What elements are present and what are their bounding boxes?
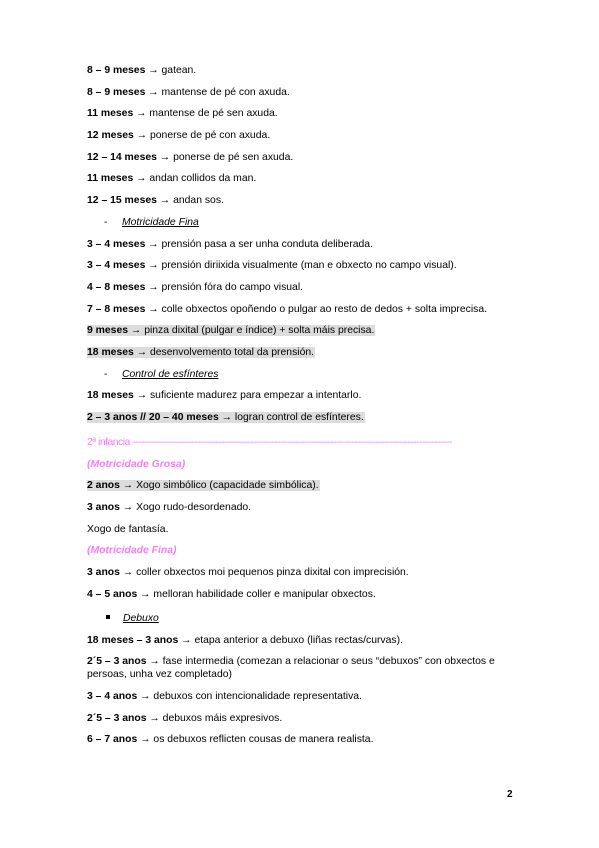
dashed-rule: ------------------------------------------------------------------------------------------------------------ xyxy=(132,437,452,448)
square-bullet-icon xyxy=(106,615,110,619)
list-item xyxy=(87,690,517,703)
age-range: 11 meses xyxy=(87,108,134,120)
milestone-text: → logran control de esfínteres. xyxy=(218,412,364,423)
list-item xyxy=(87,501,517,514)
list-item xyxy=(87,194,517,207)
milestone-text: → prensión fóra do campo visual. xyxy=(145,281,304,293)
list-item xyxy=(87,129,517,142)
milestone-text: → fase intermedia (comezan a relacionar o seus “debuxos” con obxectos e persoas, unha vez completado) xyxy=(87,656,495,681)
plain-line: Xogo de fantasía. xyxy=(87,523,169,535)
age-range: 2 – 3 anos xyxy=(87,412,138,423)
list-item xyxy=(87,588,517,601)
milestone-text: → debuxos con intencionalidade representativa. xyxy=(137,690,362,702)
age-range: 3 – 4 meses xyxy=(87,260,146,272)
milestone-text: → colle obxectos opoñendo o pulgar ao resto de dedos + solta imprecisa. xyxy=(145,303,488,315)
page-content xyxy=(87,64,517,746)
age-range: 20 – 40 meses xyxy=(148,412,219,423)
list-item xyxy=(87,303,517,316)
age-range: 8 – 9 meses xyxy=(87,86,146,98)
list-item xyxy=(87,712,517,725)
milestone-text: → andan sos. xyxy=(156,195,224,207)
milestone-text: → prensión diriixida visualmente (man e obxecto no campo visual). xyxy=(145,260,457,272)
subsection-label: Motricidade Fina xyxy=(122,216,199,228)
milestone-text: → os debuxos reflicten cousas de manera realista. xyxy=(137,734,374,746)
milestone-text: → ponerse de pé sen axuda. xyxy=(156,151,294,163)
age-range: 2 anos xyxy=(87,480,120,492)
age-range: 8 – 9 meses xyxy=(87,65,146,76)
age-range: 11 meses xyxy=(87,173,134,185)
list-item xyxy=(87,655,517,681)
motricidade-fina-label: (Motricidade Fina) xyxy=(87,545,177,557)
dash-bullet: - xyxy=(104,216,108,228)
age-range: 18 meses xyxy=(87,390,134,402)
milestone-text: → mantense de pé con axuda. xyxy=(145,86,290,98)
subsection-label: Control de esfínteres xyxy=(122,368,219,380)
list-item xyxy=(87,64,517,77)
milestone-text: → coller obxectos moi pequenos pinza dixital con imprecisión. xyxy=(119,567,409,579)
milestone-text: → etapa anterior a debuxo (liñas rectas/curvas). xyxy=(178,634,403,646)
age-range: 7 – 8 meses xyxy=(87,303,146,315)
age-range: 3 anos xyxy=(87,502,120,514)
age-range: 9 meses xyxy=(87,325,129,337)
list-item-highlighted xyxy=(87,411,517,424)
list-item-highlighted xyxy=(87,479,517,492)
milestone-text: → Xogo simbólico (capacidade simbólica). xyxy=(119,480,319,492)
list-item xyxy=(87,151,517,164)
subsection-heading-control xyxy=(87,368,517,381)
motricidade-grosa-label: (Motricidade Grosa) xyxy=(87,458,186,470)
separator: // xyxy=(137,412,149,423)
list-item xyxy=(87,172,517,185)
milestone-text: → pinza dixital (pulgar e índice) + solta máis precisa. xyxy=(128,325,375,337)
milestone-text: → gatean. xyxy=(145,65,197,76)
milestone-text: → desenvolvemento total da prensión. xyxy=(133,346,315,358)
age-range: 3 anos xyxy=(87,567,120,579)
milestone-text: → andan collidos da man. xyxy=(133,173,257,185)
list-item xyxy=(87,259,517,272)
age-range: 12 meses xyxy=(87,130,134,142)
list-item xyxy=(87,281,517,294)
list-item xyxy=(87,86,517,99)
age-range: 2´5 – 3 anos xyxy=(87,712,147,724)
age-range: 3 – 4 meses xyxy=(87,238,146,250)
age-range: 18 meses – 3 anos xyxy=(87,634,179,646)
milestone-text: → Xogo rudo-desordenado. xyxy=(119,502,252,514)
list-item xyxy=(87,733,517,746)
dash-bullet: - xyxy=(104,368,108,380)
milestone-text: → ponerse de pé con axuda. xyxy=(133,130,271,142)
milestone-text: → prensión pasa a ser unha conduta deliberada. xyxy=(145,238,373,250)
list-item xyxy=(87,634,517,647)
age-range: 3 – 4 anos xyxy=(87,690,138,702)
section-title: 2ª infancia xyxy=(87,437,130,448)
list-item-highlighted xyxy=(87,346,517,359)
section-heading-2a-infancia xyxy=(87,436,517,449)
age-range: 12 – 14 meses xyxy=(87,151,157,163)
age-range: 6 – 7 anos xyxy=(87,734,138,746)
subsection-heading-debuxo xyxy=(87,612,517,625)
age-range: 2´5 – 3 anos xyxy=(87,656,147,668)
milestone-text: → debuxos máis expresivos. xyxy=(146,712,283,724)
age-range: 12 – 15 meses xyxy=(87,195,157,207)
list-item-highlighted xyxy=(87,324,517,337)
age-range: 18 meses xyxy=(87,346,134,358)
page-number: 2 xyxy=(507,789,513,800)
age-range: 4 – 8 meses xyxy=(87,281,146,293)
milestone-text: → suficiente madurez para empezar a intentarlo. xyxy=(133,390,362,402)
list-item xyxy=(87,566,517,579)
list-item xyxy=(87,107,517,120)
subsection-label: Debuxo xyxy=(123,612,159,624)
list-item xyxy=(87,389,517,402)
milestone-text: → melloran habilidade coller e manipular obxectos. xyxy=(137,588,376,600)
list-item xyxy=(87,238,517,251)
milestone-text: → mantense de pé sen axuda. xyxy=(133,108,278,120)
subsection-heading-motricidade-fina xyxy=(87,216,517,229)
age-range: 4 – 5 anos xyxy=(87,588,138,600)
